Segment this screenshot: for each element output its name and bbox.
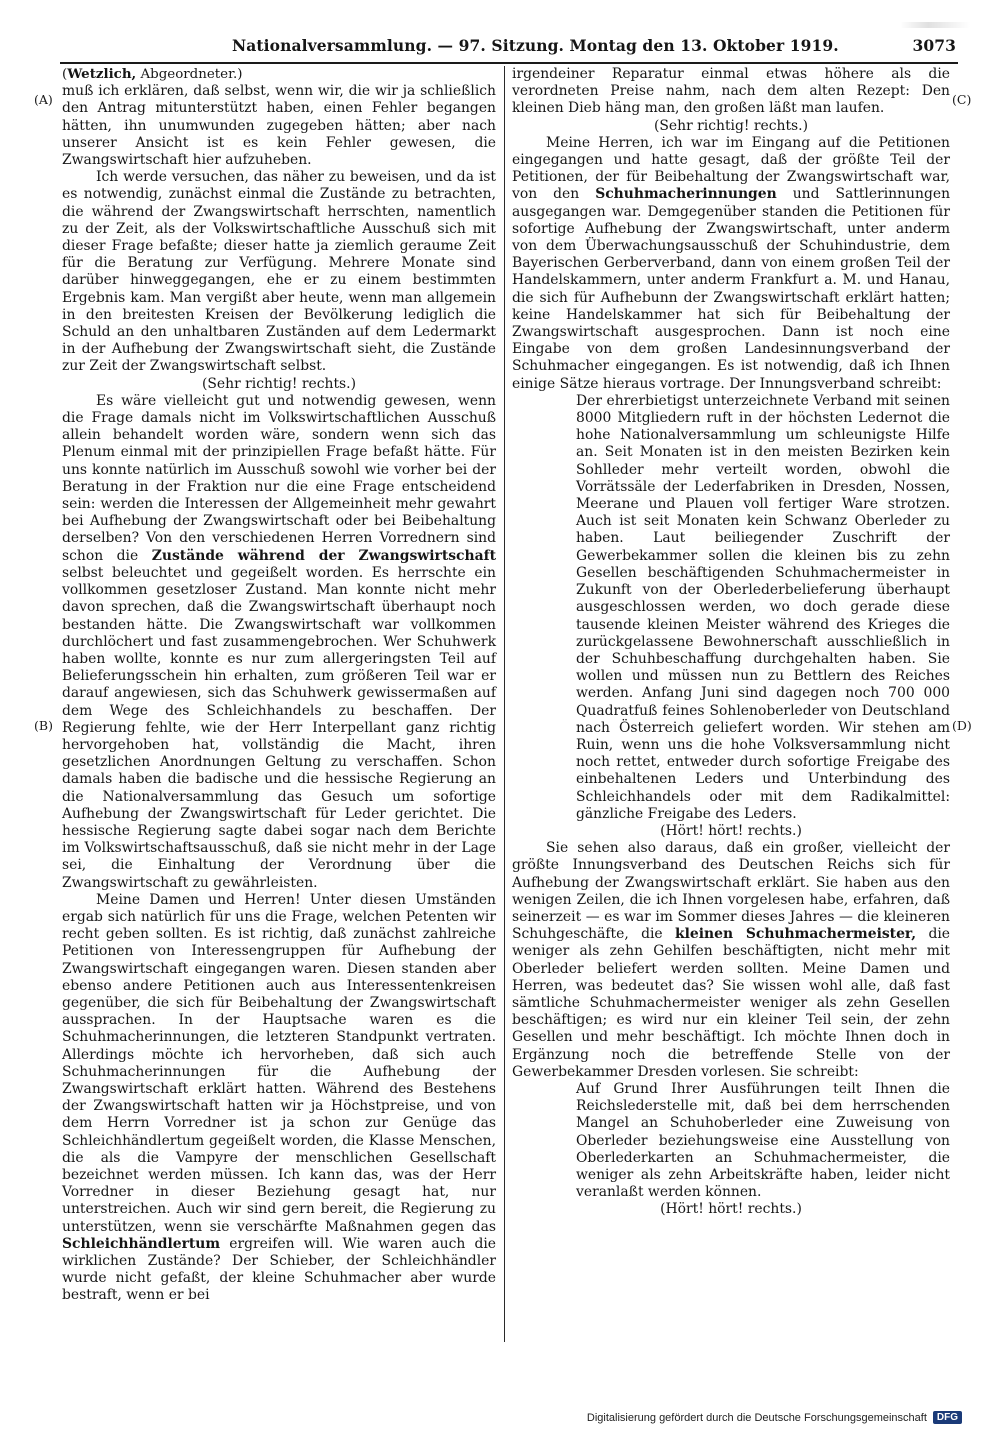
paragraph-text: und Sattlerinnungen ausgegangen war. Demgegenüber standen die Petitionen für sofortige Aufhebung der Zwangswirtschaft, unter anderm von dem Überwachungsausschuß der Schuhindustrie, dem Bayerischen Gerberverband, dann von einem großen Teil der Handelskammern, unter anderm Frankfurt a. M. und Hanau, die sich für Aufhebunn der Zwangswirtschaft erklärt hatten; keine Handelskammer hat sich für Beibehaltung der Zwangswirtschaft ausgesprochen. Dann ist noch eine Eingabe von dem großen Landesinnungsverband der Schuhmacher eingegangen. Es ist notwendig, daß ich Ihnen einige Sätze hieraus vortrage. Der Innungsverband schreibt: (512, 186, 951, 392)
block-quote: Der ehrerbietigst unterzeichnete Verband mit seinen 8000 Mitgliedern ruft in der höchsten Ledernot die hohe Nationalversammlung um schleunigste Hilfe an. Seit Monaten ist in den meisten Bezirken kein Sohlleder mehr verteilt worden, obwohl die Vorrätssäle der Lederfabriken in Dresden, Nossen, Meerane und Plauen voll fertiger Ware strotzen. Auch ist seit Monaten kein Schwanz Oberleder zu haben. Laut beiliegender Zuschrift der Gewerbekammer sollen die kleinen bis zu zehn Gesellen beschäftigenden Schuhmachermeister in Zukunft von der Oberlederbelieferung überhaupt ausgeschlossen werden, wo doch gerade diese tausende kleinen Meister während des Krieges die zurückgelassene Bewohnerschaft ausschließlich in der Schuhbeschaffung durchgehalten haben. Sie wollen und müssen nun zu Bettlern des Reiches werden. Anfang Juni sind dagegen noch 700 000 Quadratfuß feines Sohlenoberleder von Deutschland nach Österreich geliefert worden. Wir stehen am Ruin, wenn uns die hohe Volksversammlung nicht noch rettet, entweder durch sofortige Freigabe des einbehaltenen Leders und Unterbindung des Schleichhandels oder mit dem Radikalmittel: gänzliche Freigabe des Leders. (576, 392, 950, 822)
header-rule (60, 62, 958, 64)
credit-text: Digitalisierung gefördert durch die Deutsche Forschungsgemeinschaft (586, 1411, 927, 1424)
emphasis: Schleichhändlertum (62, 1235, 221, 1252)
paragraph-text: die weniger als zehn Gehilfen beschäftigten, nicht mehr mit Oberleder beliefert werden sollten. Meine Damen und Herren, was bedeutet das? Sie wissen wohl alle, daß fast sämtliche Schuhmachermeister weniger als zehn Gesellen beschäftigen; es wird nur ein kleiner Teil sein, der zehn Gesellen und mehr beschäftigt. Ich möchte Ihnen doch in Ergänzung noch die betreffende Stelle von der Gewerbekammer Dresden vorlesen. Sie schreibt: (512, 926, 950, 1080)
speaker-line: (Wetzlich, Abgeordneter.) (62, 66, 243, 82)
scan-artifact (900, 22, 970, 28)
margin-marker-d: (D) (952, 718, 972, 733)
running-title: Nationalversammlung. — 97. Sitzung. Montag den 13. Oktober 1919. (232, 36, 839, 55)
block-quote: Auf Grund Ihrer Ausführungen teilt Ihnen die Reichslederstelle mit, daß bei dem herrschenden Mangel an Schuhoberleder eine Zuweisung von Oberleder beziehungsweise eine Ausstellung von Oberlederkarten an Schuhmachermeister, die weniger als zehn Arbeitskräfte haben, leider nicht veranlaßt werden können. (576, 1080, 950, 1201)
footer-credit (587, 1411, 962, 1424)
reaction: (Sehr richtig! rechts.) (201, 375, 356, 392)
paragraph (512, 135, 950, 393)
paragraph (62, 393, 496, 892)
paragraph-text: Es wäre vielleicht gut und notwendig gewesen, wenn die Frage damals nicht im Volkswirtschaftlichen Ausschuß allein behandelt worden wäre, sondern wenn sich das Plenum einmal mit der prinzipiellen Frage befaßt hätte. Für uns konnte natürlich im Ausschuß sowohl wie vorher bei der Beratung in der Fraktion nur die eine Frage entscheidend sein: werden die Interessen der Allgemeinheit mehr gewahrt bei Aufhebung der Zwangswirtschaft oder bei Beibehaltung derselben? Von den verschiedenen Herren Vorrednern sind schon die (62, 392, 496, 564)
right-column (512, 66, 950, 1219)
paragraph-text: Sie sehen also daraus, daß ein großer, vielleicht der größte Innungsverband des Deutschen Reichs sich für Aufhebung der Zwangswirtschaft erklärt. Sie haben aus den wenigen Zeilen, die ich Ihnen vorgelesen habe, erfahren, daß seinerzeit — es war im Sommer dieses Jahres — die kleineren Schuhgeschäfte, die (512, 840, 950, 943)
page-header (60, 32, 956, 56)
reaction: (Hört! hört! rechts.) (660, 1201, 802, 1218)
paragraph: irgendeiner Reparatur einmal etwas höhere als die verordneten Preise nahm, nach dem alten Rezept: Den kleinen Dieb häng man, den großen läßt man laufen. (512, 66, 950, 117)
paragraph-text: Meine Herren, ich war im Eingang auf die Petitionen eingegangen und hatte gesagt, daß der größte Teil der Petitionen, der für Beibehaltung der Zwangswirtschaft war, von den (512, 134, 950, 203)
column-divider (504, 66, 505, 1342)
reaction: (Sehr richtig! rechts.) (653, 117, 808, 134)
left-column (62, 66, 496, 1305)
paragraph-text: selbst beleuchtet und gegeißelt worden. Es herrschte ein vollkommen gesetzloser Zustand. Man konnte nicht mehr davon sprechen, daß die Zwangswirtschaft überhaupt noch bestanden hätte. Die Zwangswirtschaft war vollkommen durchlöchert und fast zusammengebrochen. Wer Schuhwerk haben wollte, konnte es nur zum allergeringsten Teil auf Belieferungsschein hin erhalten, zum größeren Teil war er darauf angewiesen, sich das Schuhwerk gewissermaßen auf dem Wege des Schleichhandels zu beschaffen. Der Regierung fehlte, wie der Herr Interpellant ganz richtig hervorgehoben hat, vollständig die Macht, ihren gesetzlichen Anordnungen Geltung zu verschaffen. Schon damals haben die badische und die hessische Regierung an die Nationalversammlung das Gesuch um sofortige Aufhebung der Zwangswirtschaft für Leder gerichtet. Die hessische Regierung sagte dabei sogar nach dem Berichte im Volkswirtschaftsausschuß, daß sie nicht mehr in der Lage sei, die Einhaltung der Verordnung über die Zwangswirtschaft zu gewährleisten. (62, 564, 496, 891)
paragraph: Ich werde versuchen, das näher zu beweisen, und da ist es notwendig, zunächst einmal die Zustände zu betrachten, die während der Zwangswirtschaft herrschten, namentlich zu der Zeit, als der Volkswirtschaftliche Ausschuß sich mit dieser Frage befaßte; dieser hatte ja ziemlich geraume Zeit für die Beratung zur Verfügung. Mehrere Monate sind darüber hinweggegangen, ehe er zu einem bestimmten Ergebnis kam. Man vergißt aber heute, wenn man allgemein in den breitesten Kreisen der Bevölkerung lediglich die Schuld an den unhaltbaren Zuständen auf dem Ledermarkt in der Aufhebung der Zwangswirtschaft sieht, die Zustände zur Zeit der Zwangswirtschaft selbst. (62, 169, 496, 375)
paragraph: muß ich erklären, daß selbst, wenn wir, die wir ja schließlich den Antrag mitunterstützt haben, einen Fehler begangen hätten, ihn unumwunden zugegeben hätten; aber nach unserer Ansicht ist es kein Fehler gewesen, die Zwangswirtschaft hier aufzuheben. (62, 83, 496, 169)
margin-marker-c: (C) (952, 92, 972, 107)
dfg-logo: DFG (933, 1411, 962, 1424)
speaker-name: Wetzlich, (67, 66, 137, 82)
reaction: (Hört! hört! rechts.) (660, 822, 802, 839)
emphasis: Zustände während der Zwangswirtschaft (151, 547, 497, 564)
paragraph-text: Meine Damen und Herren! Unter diesen Umständen ergab sich natürlich für uns die Frage, welchen Petenten wir recht geben sollten. Es ist richtig, daß zunächst zahlreiche Petitionen von Interessengruppen für Aufhebung der Zwangswirtschaft eingegangen waren. Diesen standen aber ebenso andere Petitionen auch aus Interessentenkreisen gegenüber, die sich für Beibehaltung der Zwangswirtschaft aussprachen. In der Hauptsache waren es die Schuhmacherinnungen, die letzteren Standpunkt vertraten. Allerdings möchte ich hervorheben, daß sich auch Schuhmacherinnungen für die Aufhebung der Zwangswirtschaft erklärt hatten. Während des Bestehens der Zwangswirtschaft hatten wir ja Höchstpreise, und von dem Herrn Vorredner ist ja schon zur Genüge das Schleichhändlertum gegeißelt worden, die Klasse Menschen, die als die Vampyre der menschlichen Gesellschaft bezeichnet werden müssen. Ich kann das, was der Herr Vorredner in dieser Beziehung gesagt hat, nur unterstreichen. Auch wir sind gern bereit, die Regierung zu unterstützen, wenn sie verschärfte Maßnahmen gegen das (62, 891, 496, 1235)
speaker-role: Abgeordneter.) (140, 67, 243, 82)
emphasis: kleinen Schuhmachermeister, (675, 926, 917, 943)
paragraph (512, 840, 950, 1081)
paragraph-text: ergreifen will. Wie waren auch die wirklichen Zustände? Der Schieber, der Schleichhändler wurde nicht gefaßt, der kleine Schuhmacher aber wurde bestraft, wenn er bei (62, 1235, 496, 1304)
page-number: 3073 (912, 36, 956, 55)
margin-marker-a: (A) (34, 92, 53, 107)
margin-marker-b: (B) (34, 718, 53, 733)
emphasis: Schuhmacherinnungen (595, 186, 777, 203)
paragraph (62, 892, 496, 1305)
